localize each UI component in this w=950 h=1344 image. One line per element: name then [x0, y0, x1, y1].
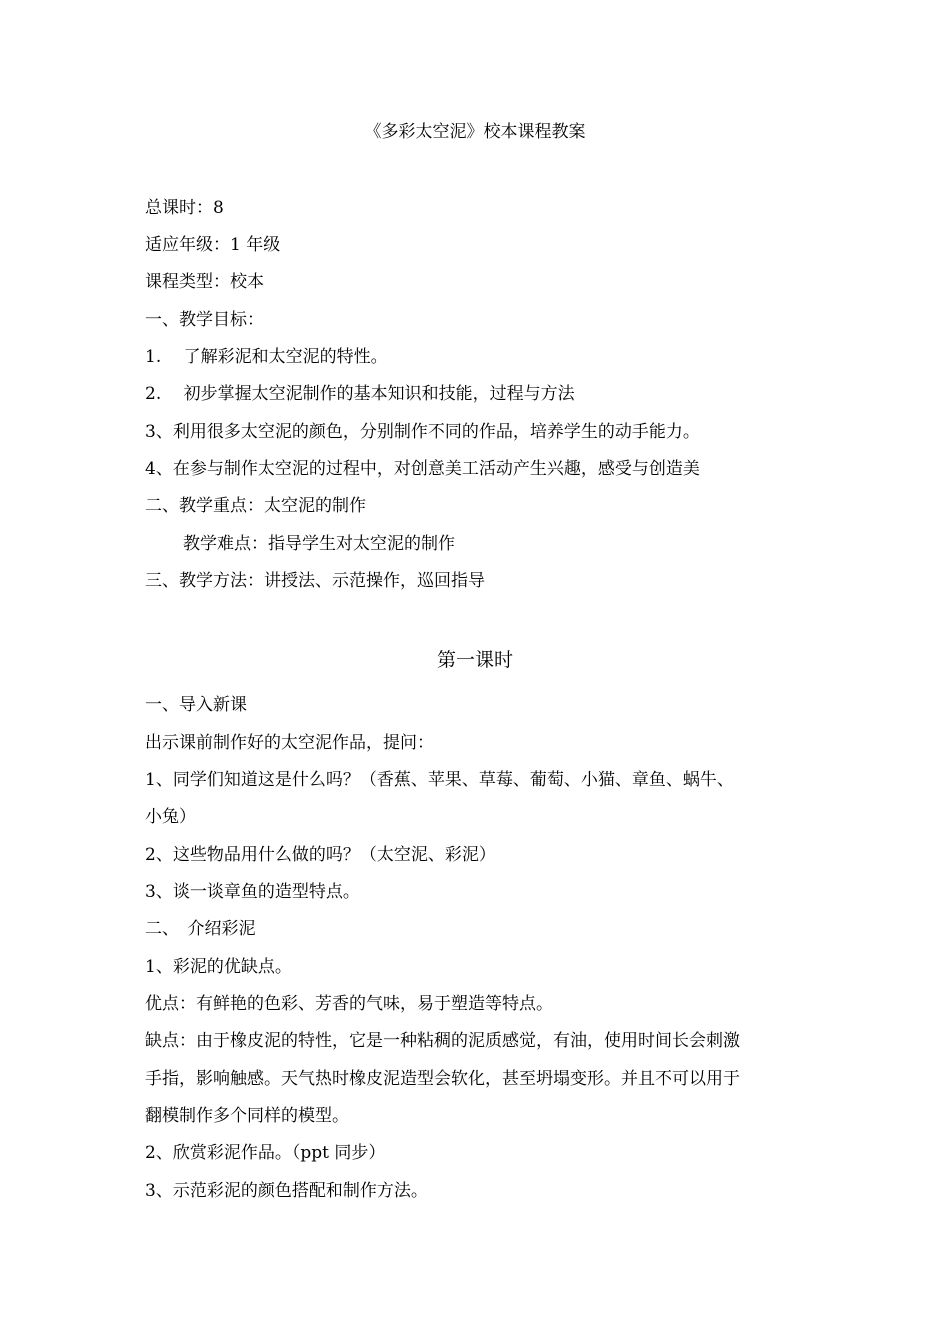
lesson-line: 出示课前制作好的太空泥作品，提问： — [145, 733, 434, 753]
lesson-line: 2、欣赏彩泥作品。（ppt 同步） — [145, 1143, 386, 1163]
lesson-line: 缺点：由于橡皮泥的特性，它是一种粘稠的泥质感觉，有油，使用时间长会刺激 — [145, 1031, 740, 1051]
lesson-line: 翻模制作多个同样的模型。 — [145, 1106, 349, 1126]
objective-item: 3、利用很多太空泥的颜色，分别制作不同的作品，培养学生的动手能力。 — [145, 422, 700, 442]
total-hours: 总课时：8 — [145, 198, 224, 218]
lesson-line: 1、同学们知道这是什么吗？（香蕉、苹果、草莓、葡萄、小猫、章鱼、蜗牛、 — [145, 770, 734, 790]
document-title: 《多彩太空泥》校本课程教案 — [364, 122, 586, 142]
difficult-point: 教学难点：指导学生对太空泥的制作 — [183, 534, 455, 554]
lesson-line: 1、彩泥的优缺点。 — [145, 957, 292, 977]
teaching-methods: 三、教学方法：讲授法、示范操作，巡回指导 — [145, 571, 485, 591]
lesson-line: 手指，影响触感。天气热时橡皮泥造型会软化，甚至坍塌变形。并且不可以用于 — [145, 1069, 740, 1089]
lesson-line: 小兔） — [145, 807, 196, 827]
course-type: 课程类型：校本 — [145, 272, 264, 292]
lesson-line: 二、 介绍彩泥 — [145, 919, 256, 939]
lesson-line: 一、导入新课 — [145, 695, 247, 715]
objective-item: 4、在参与制作太空泥的过程中，对创意美工活动产生兴趣，感受与创造美 — [145, 459, 700, 479]
lesson-heading: 第一课时 — [436, 649, 513, 671]
objectives-heading: 一、教学目标： — [145, 310, 264, 330]
lesson-line: 优点：有鲜艳的色彩、芳香的气味，易于塑造等特点。 — [145, 994, 553, 1014]
lesson-line: 2、这些物品用什么做的吗？（太空泥、彩泥） — [145, 845, 496, 865]
grade: 适应年级：1 年级 — [145, 235, 281, 255]
key-point: 二、教学重点：太空泥的制作 — [145, 496, 366, 516]
lesson-line: 3、示范彩泥的颜色搭配和制作方法。 — [145, 1181, 428, 1201]
lesson-line: 3、谈一谈章鱼的造型特点。 — [145, 882, 360, 902]
objective-item: 1. 了解彩泥和太空泥的特性。 — [145, 347, 388, 367]
objective-item: 2. 初步掌握太空泥制作的基本知识和技能，过程与方法 — [145, 384, 575, 404]
